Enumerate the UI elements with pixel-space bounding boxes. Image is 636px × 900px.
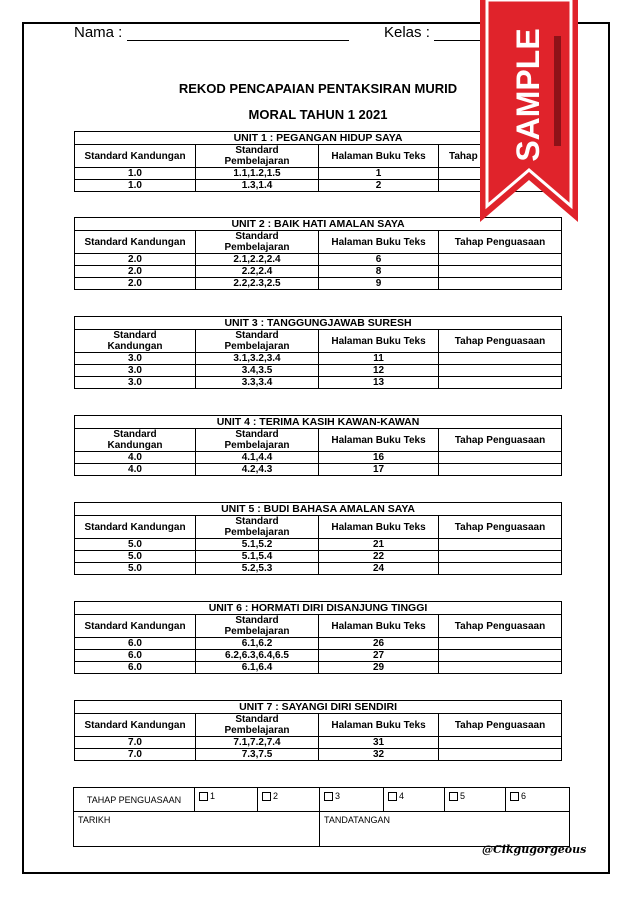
- unit-title: UNIT 6 : HORMATI DIRI DISANJUNG TINGGI: [75, 602, 562, 615]
- cell-sk: 6.0: [75, 662, 196, 674]
- cell-page: 27: [319, 650, 439, 662]
- cell-tahap[interactable]: [439, 638, 562, 650]
- unit-title: UNIT 7 : SAYANGI DIRI SENDIRI: [75, 701, 562, 714]
- cell-sk: 3.0: [75, 353, 196, 365]
- cell-sk: 6.0: [75, 638, 196, 650]
- cell-page: 8: [319, 266, 439, 278]
- cell-tahap[interactable]: [439, 563, 562, 575]
- col-standard-kandungan: Standard Kandungan: [75, 615, 196, 638]
- cell-sk: 5.0: [75, 563, 196, 575]
- table-row: [75, 266, 562, 278]
- col-tahap-penguasaan: Tahap Penguasaan: [439, 429, 562, 452]
- unit-title: UNIT 5 : BUDI BAHASA AMALAN SAYA: [75, 503, 562, 516]
- table-row: [75, 563, 562, 575]
- cell-tahap[interactable]: [439, 254, 562, 266]
- table-row: [75, 254, 562, 266]
- cell-sk: 4.0: [75, 452, 196, 464]
- cell-page: 29: [319, 662, 439, 674]
- table-row: [75, 749, 562, 761]
- cell-sp: 7.1,7.2,7.4: [196, 737, 319, 749]
- cell-sk: 4.0: [75, 464, 196, 476]
- cell-tahap[interactable]: [439, 749, 562, 761]
- name-field: [74, 24, 349, 41]
- name-label: Nama :: [74, 24, 123, 41]
- col-tahap-penguasaan: Tahap Penguasaan: [439, 714, 562, 737]
- tandatangan-field[interactable]: TANDATANGAN: [320, 812, 570, 847]
- cell-sk: 3.0: [75, 365, 196, 377]
- checkbox-icon[interactable]: [388, 792, 397, 801]
- cell-sk: 2.0: [75, 254, 196, 266]
- cell-sp: 6.1,6.4: [196, 662, 319, 674]
- checkbox-icon[interactable]: [449, 792, 458, 801]
- level-option-4[interactable]: 4: [384, 788, 445, 812]
- cell-sp: 7.3,7.5: [196, 749, 319, 761]
- cell-page: 22: [319, 551, 439, 563]
- table-row: [75, 737, 562, 749]
- cell-tahap[interactable]: [439, 377, 562, 389]
- cell-sp: 5.1,5.4: [196, 551, 319, 563]
- checkbox-icon[interactable]: [262, 792, 271, 801]
- level-option-6[interactable]: 6: [506, 788, 570, 812]
- table-row: [75, 650, 562, 662]
- col-halaman-buku-teks: Halaman Buku Teks: [319, 516, 439, 539]
- cell-page: 9: [319, 278, 439, 290]
- cell-sk: 1.0: [75, 168, 196, 180]
- cell-sp: 3.4,3.5: [196, 365, 319, 377]
- class-label: Kelas :: [384, 24, 430, 41]
- col-standard-pembelajaran: Standard Pembelajaran: [196, 429, 319, 452]
- cell-tahap[interactable]: [439, 662, 562, 674]
- unit-title: UNIT 1 : PEGANGAN HIDUP SAYA: [75, 132, 562, 145]
- cell-sp: 2.1,2.2,2.4: [196, 254, 319, 266]
- col-standard-pembelajaran: Standard Pembelajaran: [196, 714, 319, 737]
- tahap-penguasaan-label: TAHAP PENGUASAAN: [74, 788, 195, 812]
- unit-table-3: [74, 316, 562, 389]
- table-row: [75, 377, 562, 389]
- cell-sp: 4.2,4.3: [196, 464, 319, 476]
- col-tahap-penguasaan: Tahap Penguasaan: [439, 231, 562, 254]
- checkbox-icon[interactable]: [199, 792, 208, 801]
- cell-sk: 6.0: [75, 650, 196, 662]
- document-subtitle: MORAL TAHUN 1 2021: [248, 107, 388, 122]
- unit-title: UNIT 4 : TERIMA KASIH KAWAN-KAWAN: [75, 416, 562, 429]
- unit-title: UNIT 2 : BAIK HATI AMALAN SAYA: [75, 218, 562, 231]
- cell-sk: 3.0: [75, 377, 196, 389]
- col-tahap-penguasaan: Tahap: [439, 145, 562, 168]
- cell-page: 6: [319, 254, 439, 266]
- col-halaman-buku-teks: Halaman Buku Teks: [319, 429, 439, 452]
- cell-page: 24: [319, 563, 439, 575]
- col-standard-kandungan: Standard Kandungan: [75, 714, 196, 737]
- table-row: [75, 539, 562, 551]
- sample-watermark-icon: [478, 0, 580, 225]
- col-tahap-penguasaan: Tahap Penguasaan: [439, 615, 562, 638]
- cell-page: 1: [319, 168, 439, 180]
- level-option-5[interactable]: 5: [445, 788, 506, 812]
- table-row: [75, 662, 562, 674]
- cell-sk: 5.0: [75, 539, 196, 551]
- cell-tahap[interactable]: [439, 278, 562, 290]
- col-standard-pembelajaran: Standard Pembelajaran: [196, 145, 319, 168]
- cell-page: 21: [319, 539, 439, 551]
- unit-title: UNIT 3 : TANGGUNGJAWAB SURESH: [75, 317, 562, 330]
- level-option-1[interactable]: 1: [195, 788, 258, 812]
- col-standard-kandungan: Standard Kandungan: [75, 330, 196, 353]
- unit-table-7: [74, 700, 562, 761]
- cell-sp: 3.3,3.4: [196, 377, 319, 389]
- cell-sp: 1.1,1.2,1.5: [196, 168, 319, 180]
- cell-tahap[interactable]: [439, 452, 562, 464]
- unit-table-4: [74, 415, 562, 476]
- author-signature: @Cikgugorgeous: [482, 843, 587, 856]
- unit-table-2: [74, 217, 562, 290]
- cell-tahap[interactable]: [439, 539, 562, 551]
- checkbox-icon[interactable]: [324, 792, 333, 801]
- level-option-3[interactable]: 3: [320, 788, 384, 812]
- col-standard-pembelajaran: Standard Pembelajaran: [196, 330, 319, 353]
- col-standard-pembelajaran: Standard Pembelajaran: [196, 231, 319, 254]
- col-standard-kandungan: Standard Kandungan: [75, 231, 196, 254]
- assessment-footer: [73, 787, 570, 847]
- table-row: [75, 551, 562, 563]
- cell-page: 12: [319, 365, 439, 377]
- col-standard-pembelajaran: Standard Pembelajaran: [196, 516, 319, 539]
- col-standard-kandungan: Standard Kandungan: [75, 145, 196, 168]
- cell-tahap[interactable]: [439, 650, 562, 662]
- cell-sp: 5.2,5.3: [196, 563, 319, 575]
- table-row: [75, 353, 562, 365]
- cell-sp: 3.1,3.2,3.4: [196, 353, 319, 365]
- cell-page: 16: [319, 452, 439, 464]
- cell-sk: 2.0: [75, 266, 196, 278]
- cell-page: 11: [319, 353, 439, 365]
- tarikh-field[interactable]: TARIKH: [74, 812, 320, 847]
- cell-sk: 1.0: [75, 180, 196, 192]
- cell-tahap[interactable]: [439, 353, 562, 365]
- cell-tahap[interactable]: [439, 464, 562, 476]
- cell-page: 17: [319, 464, 439, 476]
- col-halaman-buku-teks: Halaman Buku Teks: [319, 330, 439, 353]
- cell-page: 13: [319, 377, 439, 389]
- cell-sp: 5.1,5.2: [196, 539, 319, 551]
- col-halaman-buku-teks: Halaman Buku Teks: [319, 615, 439, 638]
- cell-sk: 7.0: [75, 749, 196, 761]
- cell-tahap[interactable]: [439, 737, 562, 749]
- cell-tahap[interactable]: [439, 266, 562, 278]
- table-row: [75, 464, 562, 476]
- cell-page: 2: [319, 180, 439, 192]
- cell-page: 32: [319, 749, 439, 761]
- unit-table-6: [74, 601, 562, 674]
- table-row: [75, 638, 562, 650]
- cell-tahap[interactable]: [439, 551, 562, 563]
- col-halaman-buku-teks: Halaman Buku Teks: [319, 145, 439, 168]
- table-row: [75, 365, 562, 377]
- col-tahap-penguasaan: Tahap Penguasaan: [439, 330, 562, 353]
- cell-page: 31: [319, 737, 439, 749]
- cell-tahap[interactable]: [439, 365, 562, 377]
- cell-sp: 1.3,1.4: [196, 180, 319, 192]
- name-blank-line[interactable]: [127, 40, 349, 41]
- cell-sp: 6.1,6.2: [196, 638, 319, 650]
- cell-sp: 2.2,2.4: [196, 266, 319, 278]
- table-row: [75, 452, 562, 464]
- col-standard-kandungan: Standard Kandungan: [75, 429, 196, 452]
- table-row: [75, 278, 562, 290]
- level-option-2[interactable]: 2: [258, 788, 320, 812]
- document-title: REKOD PENCAPAIAN PENTAKSIRAN MURID: [178, 81, 458, 96]
- cell-page: 26: [319, 638, 439, 650]
- col-standard-pembelajaran: Standard Pembelajaran: [196, 615, 319, 638]
- unit-table-5: [74, 502, 562, 575]
- col-standard-kandungan: Standard Kandungan: [75, 516, 196, 539]
- col-tahap-penguasaan: Tahap Penguasaan: [439, 516, 562, 539]
- col-halaman-buku-teks: Halaman Buku Teks: [319, 714, 439, 737]
- cell-sp: 6.2,6.3,6.4,6.5: [196, 650, 319, 662]
- cell-sk: 2.0: [75, 278, 196, 290]
- sample-watermark-text: SAMPLE: [510, 28, 546, 162]
- cell-sk: 5.0: [75, 551, 196, 563]
- col-halaman-buku-teks: Halaman Buku Teks: [319, 231, 439, 254]
- cell-sp: 2.2,2.3,2.5: [196, 278, 319, 290]
- cell-sk: 7.0: [75, 737, 196, 749]
- checkbox-icon[interactable]: [510, 792, 519, 801]
- cell-sp: 4.1,4.4: [196, 452, 319, 464]
